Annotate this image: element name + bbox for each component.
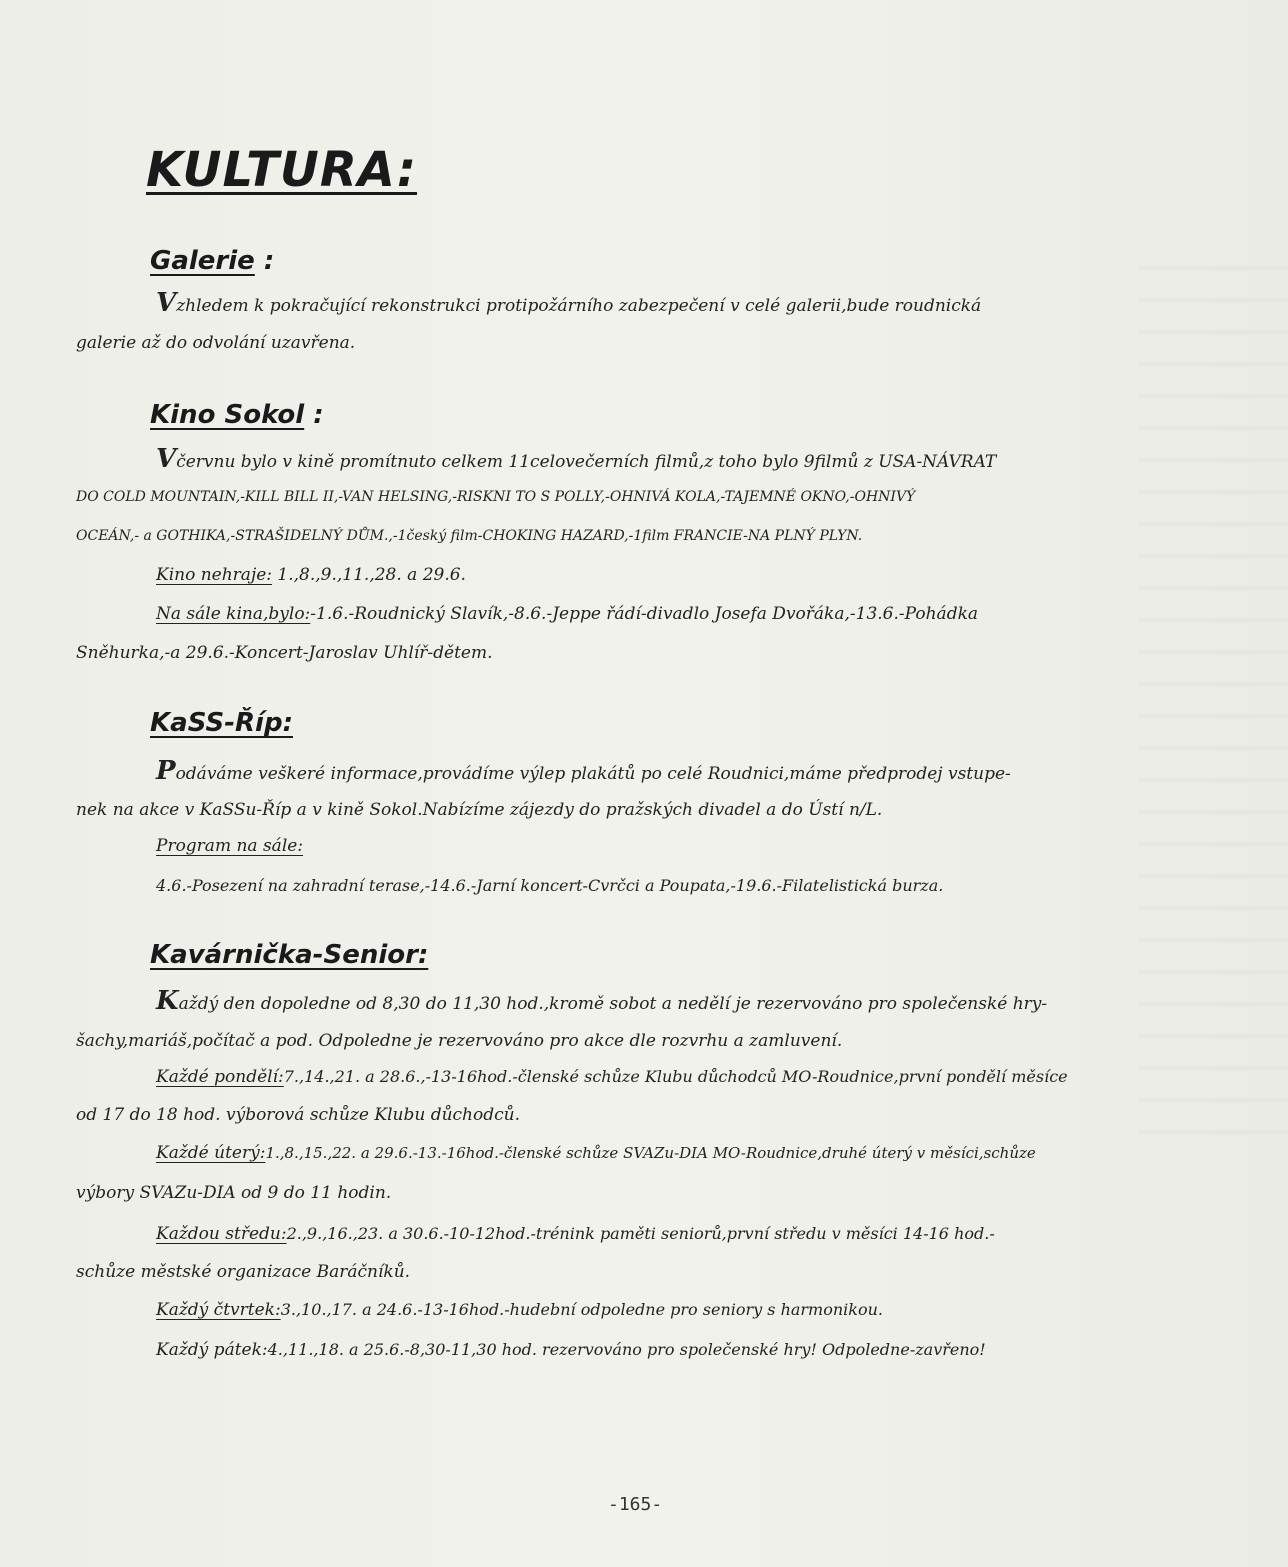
heading-colon: : <box>263 246 275 276</box>
drop-capital: V <box>156 444 177 474</box>
kino-sale <box>156 604 978 624</box>
kavarnicka-pondeli <box>156 1067 1068 1087</box>
heading-colon: : <box>313 400 324 430</box>
kavarnicka-utery <box>156 1143 1036 1163</box>
kavarnicka-streda-line-2: schůze městské organizace Baráčníků. <box>76 1262 411 1282</box>
item-label: Každou středu: <box>156 1224 287 1244</box>
drop-capital: P <box>156 756 176 786</box>
item-text: 1.,8.,15.,22. a 29.6.-13.-16hod.-členské schůze SVAZu-DIA MO-Roudnice,druhé úterý v měsíci,schůze <box>265 1144 1036 1162</box>
item-label: Každé úterý: <box>156 1143 266 1163</box>
galerie-line-2: galerie až do odvolání uzavřena. <box>76 333 356 353</box>
kass-program-text <box>156 876 943 896</box>
section-heading-galerie <box>150 246 274 276</box>
kavarnicka-streda <box>156 1224 995 1244</box>
kavarnicka-line-1 <box>156 986 1047 1016</box>
drop-capital: K <box>156 986 179 1016</box>
item-label: Každé pondělí: <box>156 1067 284 1087</box>
item-text: 7.,14.,21. a 28.6.,-13-16hod.-členské schůze Klubu důchodců MO-Roudnice,první pondělí měsíce <box>283 1067 1068 1086</box>
section-heading-text: Kino Sokol <box>150 400 305 430</box>
page-number: -165- <box>608 1494 663 1515</box>
galerie-line-1 <box>156 288 981 318</box>
kavarnicka-line-2: šachy,mariáš,počítač a pod. Odpoledne je rezervováno pro akce dle rozvrhu a zamluvení. <box>76 1031 843 1051</box>
kino-line-2: DO COLD MOUNTAIN,-KILL BILL II,-VAN HELSING,-RISKNI TO S POLLY,-OHNIVÁ KOLA,-TAJEMNÉ OKNO,-OHNIVÝ <box>76 489 916 505</box>
paragraph-text: zhledem k pokračující rekonstrukci protipožárního zabezpečení v celé galerii,bude roudnická <box>176 296 982 316</box>
kino-nehraje <box>156 565 466 585</box>
item-text: 4.6.-Posezení na zahradní terase,-14.6.-Jarní koncert-Cvrčci a Poupata,-19.6.-Filatelistická burza. <box>156 876 944 895</box>
section-heading-kavarnicka <box>150 940 428 970</box>
heading-colon: : <box>417 940 429 970</box>
kavarnicka-pondeli-line-2: od 17 do 18 hod. výborová schůze Klubu důchodců. <box>76 1105 520 1125</box>
kino-line-3: OCEÁN,- a GOTHIKA,-STRAŠIDELNÝ DŮM.,-1český film-CHOKING HAZARD,-1film FRANCIE-NA PLNÝ PLYN. <box>76 528 863 544</box>
paragraph-text: červnu bylo v kině promítnuto celkem 11celovečerních filmů,z toho bylo 9filmů z USA-NÁVRAT <box>176 452 997 472</box>
item-label: Každý pátek: <box>156 1340 268 1360</box>
item-text: -1.6.-Roudnický Slavík,-8.6.-Jeppe řádí-divadlo Josefa Dvořáka,-13.6.-Pohádka <box>310 604 979 624</box>
item-text: 1.,8.,9.,11.,28. a 29.6. <box>277 565 466 585</box>
kavarnicka-utery-line-2: výbory SVAZu-DIA od 9 do 11 hodin. <box>76 1183 392 1203</box>
section-heading-kino <box>150 400 324 430</box>
item-text: 4.,11.,18. a 25.6.-8,30-11,30 hod. rezervováno pro společenské hry! Odpoledne-zavřeno! <box>267 1340 986 1359</box>
item-label: Na sále kina,bylo: <box>156 604 311 624</box>
section-heading-text: Galerie <box>150 246 255 276</box>
item-text: 3.,10.,17. a 24.6.-13-16hod.-hudební odpoledne pro seniory s harmonikou. <box>280 1300 883 1319</box>
page-title: KULTURA: <box>146 142 418 198</box>
kavarnicka-ctvrtek <box>156 1300 883 1320</box>
paragraph-text: odáváme veškeré informace,provádíme výlep plakátů po celé Roudnici,máme předprodej vstupe- <box>175 764 1011 784</box>
item-label: Každý čtvrtek: <box>156 1300 281 1320</box>
section-heading-text: KaSS-Říp <box>150 708 283 738</box>
kavarnicka-patek <box>156 1340 986 1360</box>
kass-line-2: nek na akce v KaSSu-Říp a v kině Sokol.Nabízíme zájezdy do pražských divadel a do Ústí n/L. <box>76 800 883 820</box>
kass-program-label <box>156 836 303 856</box>
item-label: Program na sále: <box>156 836 304 856</box>
kino-sale-line-2: Sněhurka,-a 29.6.-Koncert-Jaroslav Uhlíř-dětem. <box>76 643 493 663</box>
section-heading-text: Kavárnička-Senior <box>150 940 418 970</box>
heading-colon: : <box>282 708 293 738</box>
bleed-through-shadow <box>1138 240 1288 1140</box>
kass-line-1 <box>156 756 1011 786</box>
paragraph-text: aždý den dopoledne od 8,30 do 11,30 hod.,kromě sobot a nedělí je rezervováno pro společenské hry- <box>178 994 1048 1014</box>
section-heading-kass <box>150 708 293 738</box>
kino-line-1 <box>156 444 996 474</box>
drop-capital: V <box>156 288 177 318</box>
item-text: 2.,9.,16.,23. a 30.6.-10-12hod.-trénink paměti seniorů,první středu v měsíci 14-16 hod.- <box>286 1224 995 1243</box>
item-label: Kino nehraje: <box>156 565 273 585</box>
